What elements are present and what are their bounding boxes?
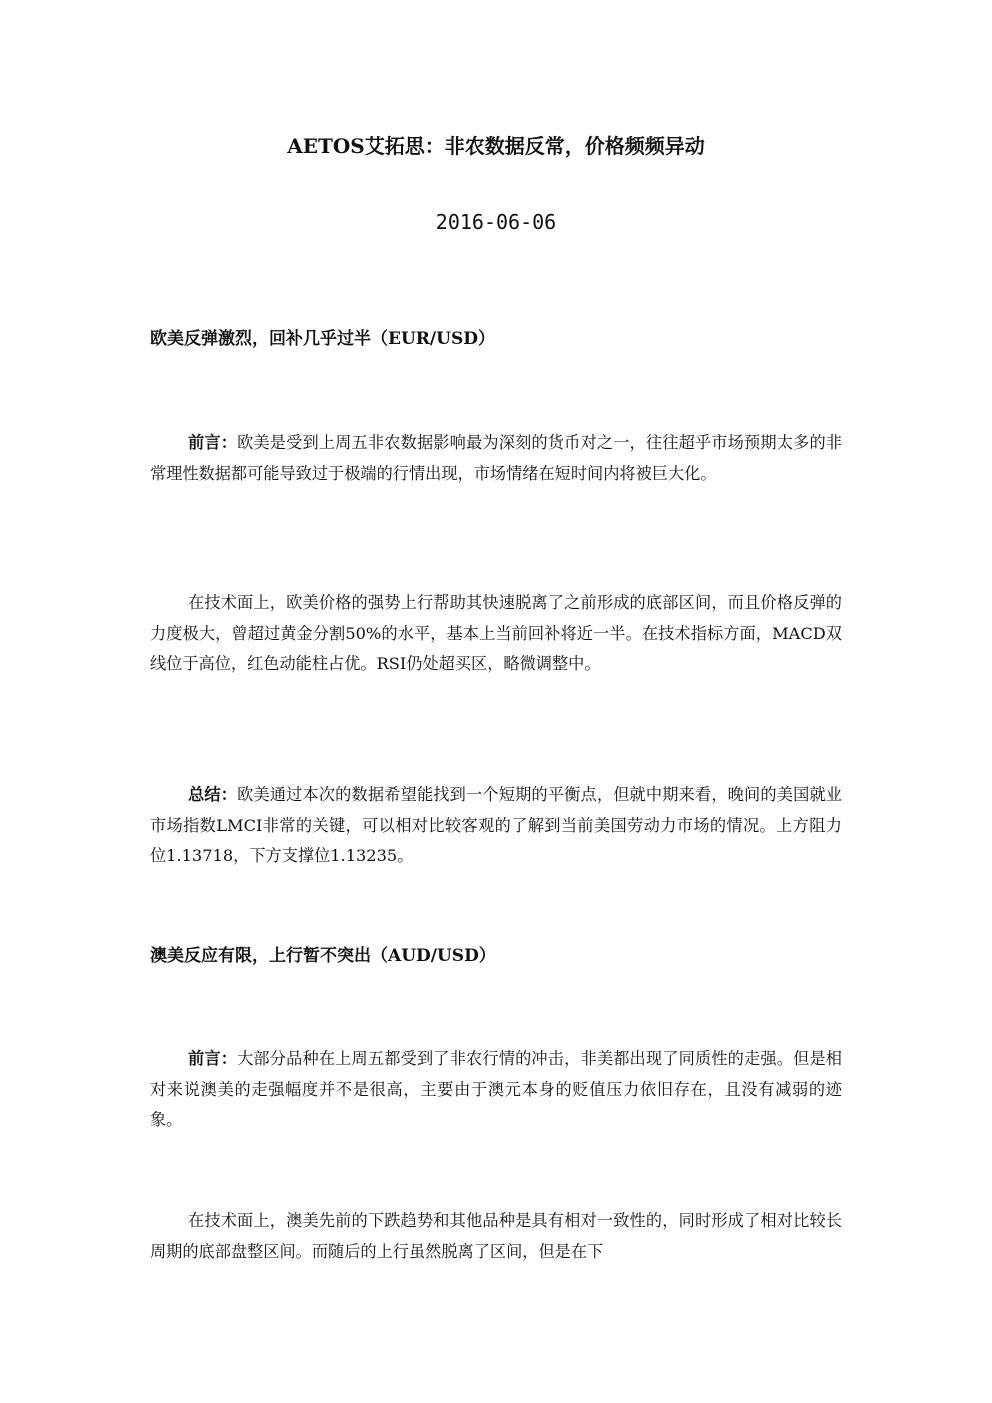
paragraph-eurusd-summary — [150, 780, 842, 872]
lead-label: 前言： — [188, 1049, 238, 1068]
paragraph-audusd-intro — [150, 1044, 842, 1136]
document-date: 2016-06-06 — [435, 210, 557, 234]
document-title: AETOS艾拓思：非农数据反常，价格频频异动 — [287, 134, 705, 158]
lead-label: 总结： — [188, 785, 238, 804]
paragraph-eurusd-intro — [150, 428, 842, 489]
paragraph-text: 欧美是受到上周五非农数据影响最为深刻的货币对之一，往往超乎市场预期太多的非常理性数据都可能导致过于极端的行情出现，市场情绪在短时间内将被巨大化。 — [150, 433, 842, 483]
section-heading-audusd: 澳美反应有限，上行暂不突出（AUD/USD） — [150, 946, 496, 966]
lead-label: 前言： — [188, 433, 238, 452]
paragraph-text: 欧美通过本次的数据希望能找到一个短期的平衡点，但就中期来看，晚间的美国就业市场指数LMCI非常的关键，可以相对比较客观的了解到当前美国劳动力市场的情况。上方阻力位1.13718，下方支撑位1.13235。 — [150, 785, 842, 865]
section-heading-eurusd: 欧美反弹激烈，回补几乎过半（EUR/USD） — [150, 329, 495, 349]
paragraph-eurusd-technical: 在技术面上，欧美价格的强势上行帮助其快速脱离了之前形成的底部区间，而且价格反弹的力度极大，曾超过黄金分割50%的水平，基本上当前回补将近一半。在技术指标方面，MACD双线位于高位，红色动能柱占优。RSI仍处超买区，略微调整中。 — [150, 593, 842, 673]
paragraph-audusd-technical: 在技术面上，澳美先前的下跌趋势和其他品种是具有相对一致性的，同时形成了相对比较长周期的底部盘整区间。而随后的上行虽然脱离了区间，但是在下 — [150, 1211, 842, 1261]
paragraph-text: 大部分品种在上周五都受到了非农行情的冲击，非美都出现了同质性的走强。但是相对来说澳美的走强幅度并不是很高，主要由于澳元本身的贬值压力依旧存在，且没有减弱的迹象。 — [150, 1049, 842, 1129]
